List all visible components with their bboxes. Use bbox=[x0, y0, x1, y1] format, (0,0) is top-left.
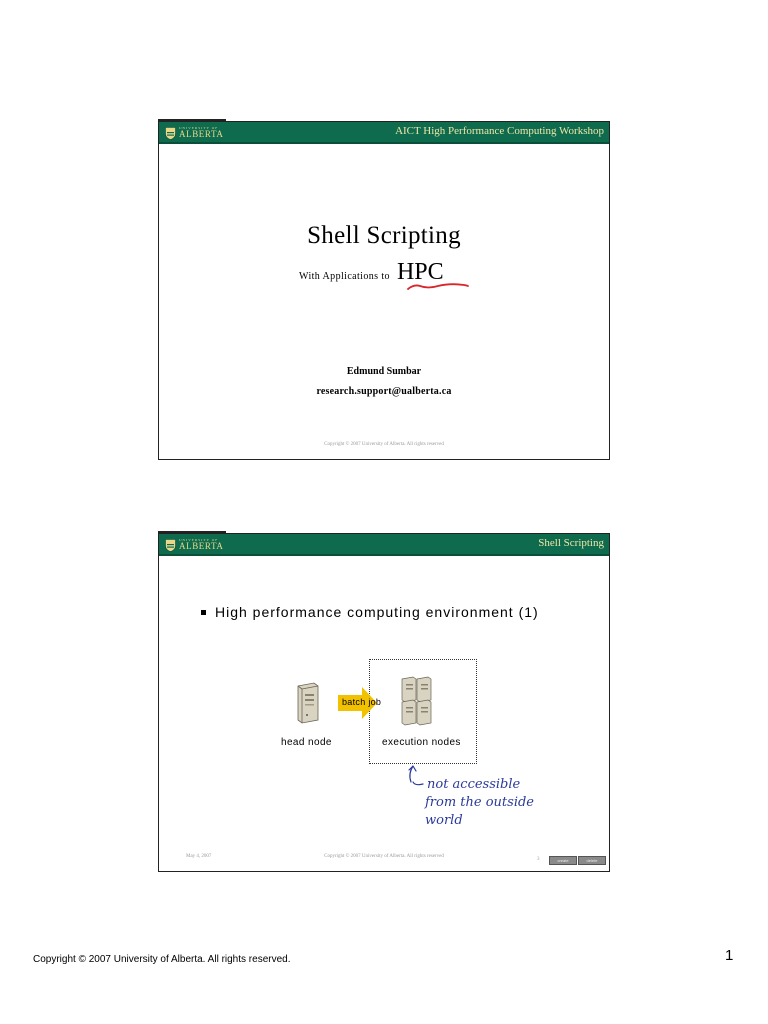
subtitle-text: With Applications to bbox=[299, 271, 390, 282]
handwritten-annotation bbox=[399, 762, 549, 832]
slide-banner bbox=[159, 534, 609, 556]
slide-title bbox=[158, 121, 610, 460]
logo-small-text: UNIVERSITY OF bbox=[179, 537, 219, 542]
execution-nodes-server-icon bbox=[399, 676, 437, 726]
bullet-item bbox=[201, 604, 539, 620]
logo-big-text: ALBERTA bbox=[179, 541, 224, 552]
bullet-text: High performance computing environment (1) bbox=[215, 604, 539, 620]
slide-copyright: Copyright © 2007 University of Alberta. All rights reserved bbox=[324, 442, 444, 447]
banner-title: Shell Scripting bbox=[538, 537, 604, 549]
slide-title-text: Shell Scripting bbox=[307, 222, 461, 249]
nav-delete-button[interactable]: delete bbox=[578, 856, 606, 865]
slide-banner bbox=[159, 122, 609, 144]
annotation-line: from the outside bbox=[425, 795, 535, 810]
tab-stub bbox=[158, 531, 226, 534]
head-node-label: head node bbox=[281, 737, 332, 748]
tab-stub bbox=[158, 119, 226, 122]
batch-job-label: batch job bbox=[342, 697, 382, 707]
hand-underline-mark bbox=[406, 280, 470, 292]
logo-big-text: ALBERTA bbox=[179, 129, 224, 140]
head-node-server-icon bbox=[294, 682, 320, 724]
author-name: Edmund Sumbar bbox=[346, 366, 422, 377]
banner-title: AICT High Performance Computing Workshop bbox=[395, 125, 604, 137]
page-copyright: Copyright © 2007 University of Alberta. All rights reserved. bbox=[33, 954, 291, 965]
page-number: 1 bbox=[725, 947, 734, 964]
annotation-line: world bbox=[425, 813, 463, 828]
slide-hpc-environment bbox=[158, 533, 610, 872]
slide-copyright: Copyright © 2007 University of Alberta. All rights reserved bbox=[324, 854, 444, 859]
annotation-line: not accessible bbox=[427, 777, 521, 792]
subtitle-emphasis: HPC bbox=[396, 259, 444, 285]
author-email: research.support@ualberta.ca bbox=[316, 386, 452, 397]
university-logo bbox=[165, 125, 223, 141]
nav-create-button[interactable]: create bbox=[549, 856, 577, 865]
execution-nodes-label: execution nodes bbox=[382, 737, 461, 748]
bullet-square-icon bbox=[201, 610, 206, 615]
crest-icon bbox=[165, 127, 176, 140]
logo-small-text: UNIVERSITY OF bbox=[179, 125, 219, 130]
university-logo bbox=[165, 537, 223, 553]
footer-page-number: 3 bbox=[537, 857, 540, 862]
footer-date: May 4, 2007 bbox=[186, 854, 212, 859]
crest-icon bbox=[165, 539, 176, 552]
